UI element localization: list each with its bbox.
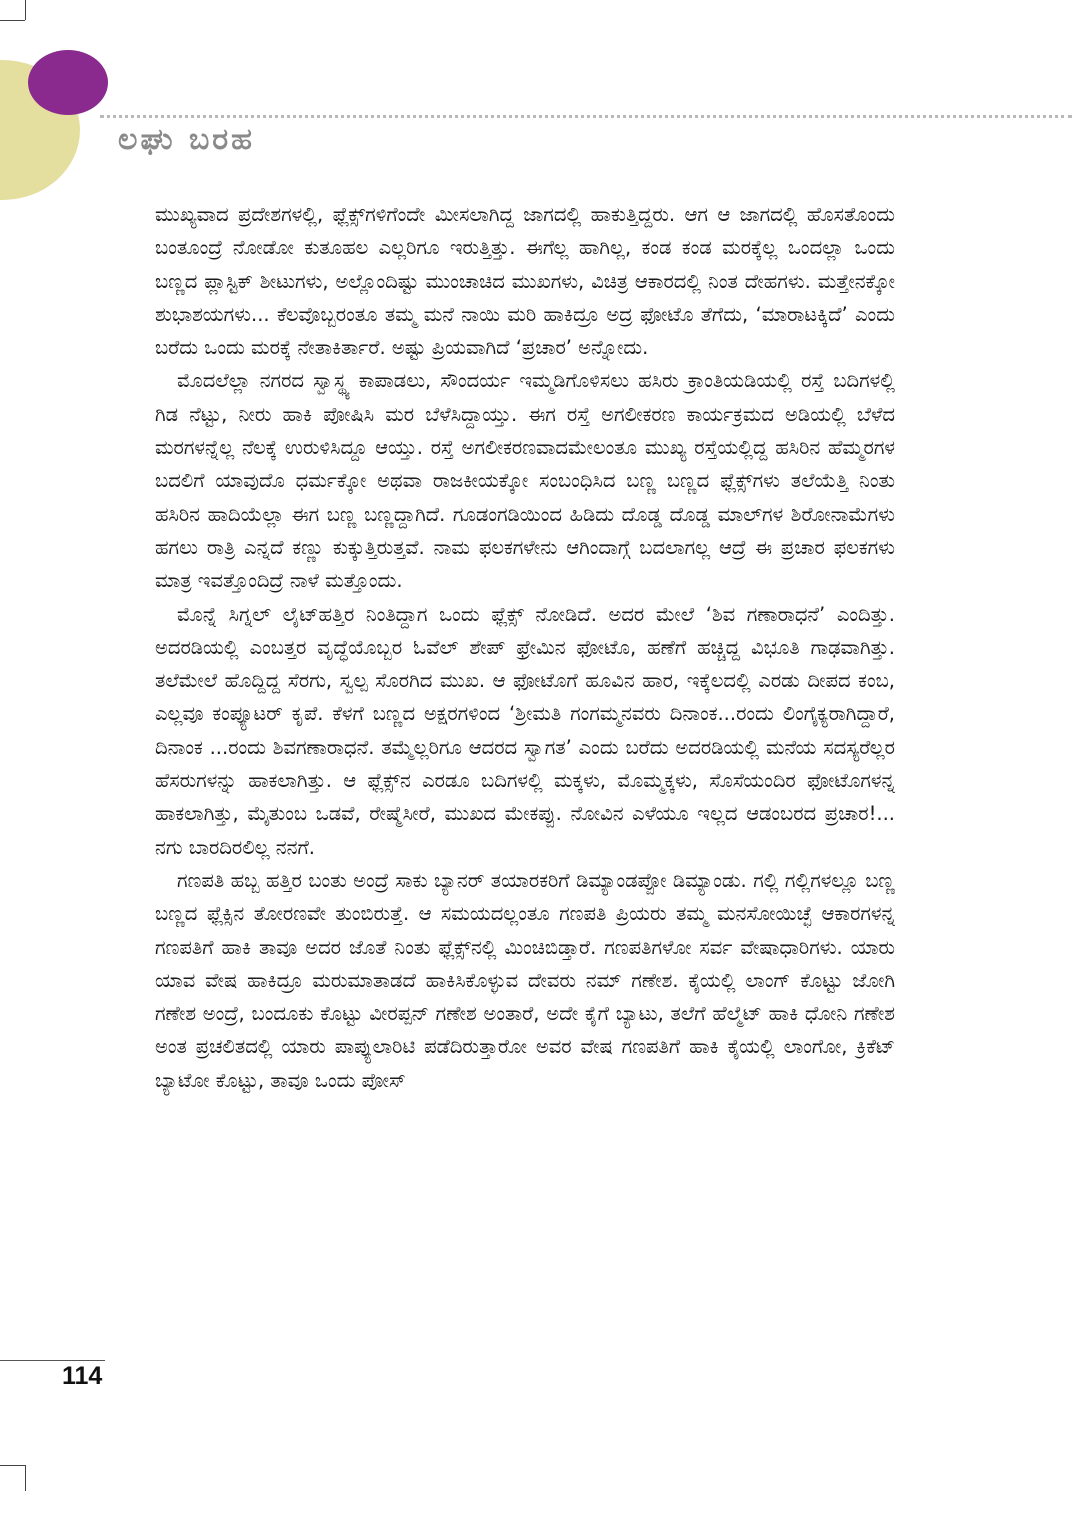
crop-mark-top-horizontal	[0, 20, 25, 21]
crop-mark-top-vertical	[25, 0, 26, 20]
paragraph-4: ಗಣಪತಿ ಹಬ್ಬ ಹತ್ತಿರ ಬಂತು ಅಂದ್ರೆ ಸಾಕು ಬ್ಯಾನರ್ ತಯಾರಕರಿಗೆ ಡಿಮ್ಯಾಂಡಪ್ಪೋ ಡಿಮ್ಯಾಂಡು. ಗಲ್ಲಿ ಗಲ್ಲಿಗಳಲ್ಲೂ ಬಣ್ಣ ಬಣ್ಣದ ಫ್ಲೆಕ್ಸಿನ ತೋರಣವೇ ತುಂಬಿರುತ್ತೆ. ಆ ಸಮಯದಲ್ಲಂತೂ ಗಣಪತಿ ಪ್ರಿಯರು ತಮ್ಮ ಮನಸೋಯಿಚ್ಛೆ ಆಕಾರಗಳನ್ನ ಗಣಪತಿಗೆ ಹಾಕಿ ತಾವೂ ಅದರ ಜೊತೆ ನಿಂತು ಫ್ಲೆಕ್ಸ್‌ನಲ್ಲಿ ಮಿಂಚಿಬಿಡ್ತಾರೆ. ಗಣಪತಿಗಳೋ ಸರ್ವ ವೇಷಾಧಾರಿಗಳು. ಯಾರು ಯಾವ ವೇಷ ಹಾಕಿದ್ರೂ ಮರುಮಾತಾಡದೆ ಹಾಕಿಸಿಕೊಳ್ಳುವ ದೇವರು ನಮ್ ಗಣೇಶ. ಕೈಯಲ್ಲಿ ಲಾಂಗ್ ಕೊಟ್ಟು ಜೋಗಿ ಗಣೇಶ ಅಂದ್ರೆ, ಬಂದೂಕು ಕೊಟ್ಟು ವೀರಪ್ಪನ್ ಗಣೇಶ ಅಂತಾರೆ, ಅದೇ ಕೈಗೆ ಬ್ಯಾಟು, ತಲೆಗೆ ಹೆಲ್ಮೆಟ್ ಹಾಕಿ ಧೋನಿ ಗಣೇಶ ಅಂತ ಪ್ರಚಲಿತದಲ್ಲಿ ಯಾರು ಪಾಪ್ಯುಲಾರಿಟಿ ಪಡೆದಿರುತ್ತಾರೋ ಅವರ ವೇಷ ಗಣಪತಿಗೆ ಹಾಕಿ ಕೈಯಲ್ಲಿ ಲಾಂಗೋ, ಕ್ರಿಕೆಟ್ ಬ್ಯಾಟೋ ಕೊಟ್ಟು, ತಾವೂ ಒಂದು ಪೋಸ್	[155, 868, 895, 1092]
page-number-rule	[0, 1360, 105, 1361]
page-number: 114	[62, 1362, 103, 1390]
crop-mark-bottom-vertical	[25, 1465, 26, 1491]
paragraph-2: ಮೊದಲೆಲ್ಲಾ ನಗರದ ಸ್ವಾಸ್ಥ್ಯ ಕಾಪಾಡಲು, ಸೌಂದರ್ಯ ಇಮ್ಮಡಿಗೊಳಿಸಲು ಹಸಿರು ಕ್ರಾಂತಿಯಡಿಯಲ್ಲಿ ರಸ್ತೆ ಬದಿಗಳಲ್ಲಿ ಗಿಡ ನೆಟ್ಟು, ನೀರು ಹಾಕಿ ಪೋಷಿಸಿ ಮರ ಬೆಳೆಸಿದ್ದಾಯ್ತು. ಈಗ ರಸ್ತೆ ಅಗಲೀಕರಣ ಕಾರ್ಯಕ್ರಮದ ಅಡಿಯಲ್ಲಿ ಬೆಳೆದ ಮರಗಳನ್ನೆಲ್ಲ ನೆಲಕ್ಕೆ ಉರುಳಿಸಿದ್ದೂ ಆಯ್ತು. ರಸ್ತೆ ಅಗಲೀಕರಣವಾದಮೇಲಂತೂ ಮುಖ್ಯ ರಸ್ತೆಯಲ್ಲಿದ್ದ ಹಸಿರಿನ ಹೆಮ್ಮರಗಳ ಬದಲಿಗೆ ಯಾವುದೊ ಧರ್ಮಕ್ಕೋ ಅಥವಾ ರಾಜಕೀಯಕ್ಕೋ ಸಂಬಂಧಿಸಿದ ಬಣ್ಣ ಬಣ್ಣದ ಫ್ಲೆಕ್ಸ್‌ಗಳು ತಲೆಯೆತ್ತಿ ನಿಂತು ಹಸಿರಿನ ಹಾದಿಯೆಲ್ಲಾ ಈಗ ಬಣ್ಣ ಬಣ್ಣದ್ದಾಗಿದೆ. ಗೂಡಂಗಡಿಯಿಂದ ಹಿಡಿದು ದೊಡ್ಡ ದೊಡ್ಡ ಮಾಲ್‌ಗಳ ಶಿರೋನಾಮೆಗಳು ಹಗಲು ರಾತ್ರಿ ಎನ್ನದೆ ಕಣ್ಣು ಕುಕ್ಕುತ್ತಿರುತ್ತವೆ. ನಾಮ ಫಲಕಗಳೇನು ಆಗಿಂದಾಗ್ಗೆ ಬದಲಾಗಲ್ಲ ಆದ್ರೆ ಈ ಪ್ರಚಾರ ಫಲಕಗಳು ಮಾತ್ರ ಇವತ್ತೊಂದಿದ್ರೆ ನಾಳೆ ಮತ್ತೊಂದು.	[155, 369, 895, 593]
paragraph-1: ಮುಖ್ಯವಾದ ಪ್ರದೇಶಗಳಲ್ಲಿ, ಫ್ಲೆಕ್ಸ್‌ಗಳಿಗೆಂದೇ ಮೀಸಲಾಗಿದ್ದ ಜಾಗದಲ್ಲಿ ಹಾಕುತ್ತಿದ್ದರು. ಆಗ ಆ ಜಾಗದಲ್ಲಿ ಹೊಸತೊಂದು ಬಂತೂಂದ್ರೆ ನೋಡೋ ಕುತೂಹಲ ಎಲ್ಲರಿಗೂ ಇರುತ್ತಿತ್ತು. ಈಗೆಲ್ಲ ಹಾಗಿಲ್ಲ, ಕಂಡ ಕಂಡ ಮರಕ್ಕೆಲ್ಲ ಒಂದಲ್ಲಾ ಒಂದು ಬಣ್ಣದ ಪ್ಲಾಸ್ಟಿಕ್ ಶೀಟುಗಳು, ಅಲ್ಲೊಂದಿಷ್ಟು ಮುಂಚಾಚಿದ ಮುಖಗಳು, ವಿಚಿತ್ರ ಆಕಾರದಲ್ಲಿ ನಿಂತ ದೇಹಗಳು. ಮತ್ತೇನಕ್ಕೋ ಶುಭಾಶಯಗಳು... ಕೆಲವೊಬ್ಬರಂತೂ ತಮ್ಮ ಮನೆ ನಾಯಿ ಮರಿ ಹಾಕಿದ್ರೂ ಅದ್ರ ಫೋಟೊ ತೆಗೆದು, ‘ಮಾರಾಟಕ್ಕಿದೆ’ ಎಂದು ಬರೆದು ಒಂದು ಮರಕ್ಕೆ ನೇತಾಕಿರ್ತಾರೆ. ಅಷ್ಟು ಪ್ರಿಯವಾಗಿದೆ ‘ಪ್ರಚಾರ’ ಅನ್ನೋದು.	[155, 203, 895, 360]
article-body	[155, 198, 895, 1097]
paragraph-3: ಮೊನ್ನೆ ಸಿಗ್ನಲ್ ಲೈಟ್‌ಹತ್ತಿರ ನಿಂತಿದ್ದಾಗ ಒಂದು ಫ್ಲೆಕ್ಸ್ ನೋಡಿದೆ. ಅದರ ಮೇಲೆ ‘ಶಿವ ಗಣಾರಾಧನೆ’ ಎಂದಿತ್ತು. ಅದರಡಿಯಲ್ಲಿ ಎಂಬತ್ತರ ವೃದ್ಧೆಯೊಬ್ಬರ ಓವೆಲ್ ಶೇಪ್ ಫ್ರೇಮಿನ ಫೋಟೊ, ಹಣೆಗೆ ಹಚ್ಚಿದ್ದ ವಿಭೂತಿ ಗಾಢವಾಗಿತ್ತು. ತಲೆಮೇಲೆ ಹೊದ್ದಿದ್ದ ಸೆರಗು, ಸ್ವಲ್ಪ ಸೊರಗಿದ ಮುಖ. ಆ ಫೋಟೊಗೆ ಹೂವಿನ ಹಾರ, ಇಕ್ಕೆಲದಲ್ಲಿ ಎರಡು ದೀಪದ ಕಂಬ, ಎಲ್ಲವೂ ಕಂಪ್ಯೂಟರ್ ಕೃಪೆ. ಕೆಳಗೆ ಬಣ್ಣದ ಅಕ್ಷರಗಳಿಂದ ‘ಶ್ರೀಮತಿ ಗಂಗಮ್ಮನವರು ದಿನಾಂಕ...ರಂದು ಲಿಂಗೈಕ್ಯರಾಗಿದ್ದಾರೆ, ದಿನಾಂಕ ...ರಂದು ಶಿವಗಣಾರಾಧನೆ. ತಮ್ಮೆಲ್ಲರಿಗೂ ಆದರದ ಸ್ವಾಗತ’ ಎಂದು ಬರೆದು ಅದರಡಿಯಲ್ಲಿ ಮನೆಯ ಸದಸ್ಯರೆಲ್ಲರ ಹೆಸರುಗಳನ್ನು ಹಾಕಲಾಗಿತ್ತು. ಆ ಫ್ಲೆಕ್ಸ್‌ನ ಎರಡೂ ಬದಿಗಳಲ್ಲಿ ಮಕ್ಕಳು, ಮೊಮ್ಮಕ್ಕಳು, ಸೊಸೆಯಂದಿರ ಫೋಟೊಗಳನ್ನ ಹಾಕಲಾಗಿತ್ತು, ಮೈತುಂಬ ಒಡವೆ, ರೇಷ್ಮೆಸೀರೆ, ಮುಖದ ಮೇಕಪ್ಪು. ನೋವಿನ ಎಳೆಯೂ ಇಲ್ಲದ ಆಡಂಬರದ ಪ್ರಚಾರ!... ನಗು ಬಾರದಿರಲಿಲ್ಲ ನನಗೆ.	[155, 602, 895, 859]
decorative-purple-circle	[28, 50, 108, 115]
header-dotted-rule	[100, 115, 1072, 118]
section-title: ಲಘು ಬರಹ	[118, 122, 255, 157]
crop-mark-bottom-horizontal	[0, 1465, 25, 1466]
